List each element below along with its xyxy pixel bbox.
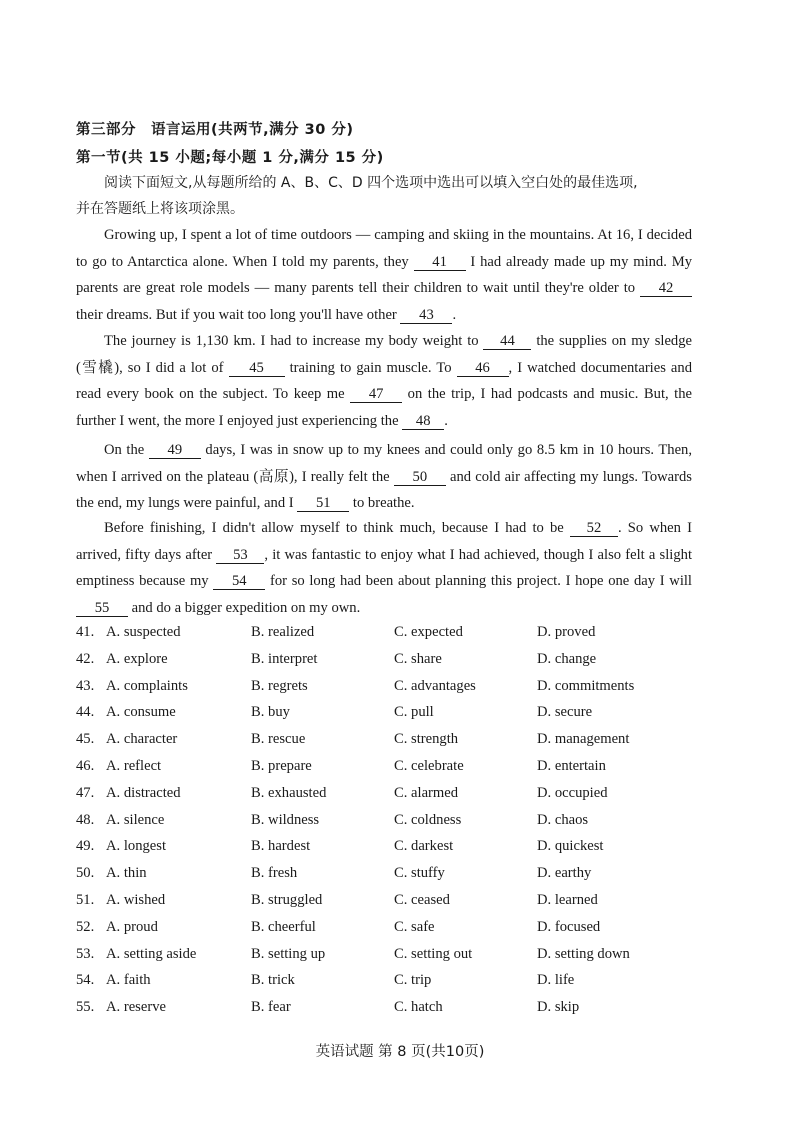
option-c: C. advantages [394, 677, 476, 694]
option-c: C. celebrate [394, 757, 464, 774]
blank-43: 43 [400, 307, 452, 324]
option-d: D. change [537, 650, 597, 667]
option-a: A. wished [106, 891, 166, 908]
passage-text: their dreams. But if you wait too long you'll have other [76, 306, 401, 323]
option-a: A. reserve [106, 999, 166, 1016]
option-row-47 [76, 785, 716, 812]
question-number: 43. [76, 677, 95, 694]
question-number: 46. [76, 757, 95, 774]
option-a: A. complaints [106, 677, 188, 694]
part-title: 第三部分 语言运用(共两节,满分 30 分) [76, 122, 354, 138]
passage-text: Before finishing, I didn't allow myself to think much, because I had to be [104, 520, 570, 536]
instructions [76, 170, 696, 222]
option-a: A. longest [106, 838, 166, 855]
passage-paragraph-3 [76, 437, 692, 517]
question-number: 55. [76, 999, 95, 1016]
question-number: 45. [76, 731, 95, 748]
question-number: 48. [76, 811, 95, 828]
option-c: C. hatch [394, 999, 443, 1016]
blank-45: 45 [229, 360, 285, 377]
blank-49: 49 [149, 442, 201, 459]
option-b: B. trick [251, 972, 295, 989]
option-c: C. coldness [394, 811, 462, 828]
option-row-54 [76, 972, 716, 999]
passage-text: and do a bigger expedition on my own. [128, 599, 361, 616]
option-d: D. earthy [537, 865, 592, 882]
option-a: A. reflect [106, 757, 162, 774]
option-row-50 [76, 865, 716, 892]
option-d: D. secure [537, 704, 593, 721]
option-a: A. faith [106, 972, 151, 989]
option-row-44 [76, 704, 716, 731]
passage-text: . [452, 306, 457, 323]
option-c: C. safe [394, 918, 435, 935]
option-d: D. proved [537, 624, 596, 640]
option-c: C. darkest [394, 838, 454, 855]
blank-55: 55 [76, 600, 128, 617]
option-d: D. life [537, 972, 575, 989]
passage-text: On the [104, 442, 149, 458]
question-number: 49. [76, 838, 95, 855]
option-row-41 [76, 624, 716, 651]
passage-text: The journey is 1,130 km. I had to increase my body weight to [104, 333, 484, 349]
passage-text: on the trip, I had podcasts and music. But, the further I went, the more I enjoyed just experiencing the [76, 386, 693, 429]
option-row-49 [76, 838, 716, 865]
blank-47: 47 [350, 386, 402, 403]
option-row-51 [76, 892, 716, 919]
instruction-line-1: 阅读下面短文,从每题所给的 A、B、C、D 四个选项中选出可以填入空白处的最佳选项, [104, 175, 638, 191]
blank-48: 48 [402, 413, 444, 430]
passage-paragraph-2 [76, 328, 692, 434]
option-row-55 [76, 999, 716, 1026]
option-c: C. setting out [394, 945, 473, 962]
blank-52: 52 [570, 520, 618, 537]
option-b: B. exhausted [251, 784, 327, 801]
option-b: B. rescue [251, 731, 306, 748]
subsection-title: 第一节(共 15 小题;每小题 1 分,满分 15 分) [76, 150, 384, 166]
option-row-53 [76, 946, 716, 973]
question-number: 51. [76, 891, 95, 908]
option-d: D. occupied [537, 784, 608, 801]
blank-51: 51 [297, 495, 349, 512]
answer-options [76, 624, 716, 1026]
option-b: B. prepare [251, 757, 312, 774]
option-row-46 [76, 758, 716, 785]
option-row-43 [76, 678, 716, 705]
question-number: 50. [76, 865, 95, 882]
question-number: 42. [76, 650, 95, 667]
question-number: 44. [76, 704, 95, 721]
blank-54: 54 [213, 573, 265, 590]
option-c: C. pull [394, 704, 434, 721]
option-c: C. alarmed [394, 784, 459, 801]
option-d: D. skip [537, 999, 580, 1016]
option-b: B. fresh [251, 865, 298, 882]
passage-text: . So when I arrived, fifty days after [76, 520, 692, 563]
passage-text: for so long had been about planning this project. I hope one day I will [265, 573, 692, 590]
option-a: A. thin [106, 865, 147, 882]
option-d: D. learned [537, 891, 598, 908]
passage-text: the supplies on my sledge (雪橇), so I did a lot of [76, 333, 692, 376]
option-b: B. regrets [251, 677, 308, 694]
passage-text: . [444, 412, 448, 429]
passage-text: Growing up, I spent a lot of time outdoors — camping and skiing in the mountains. At 16, I decided to go to Antarctica alone. When I told my parents, they [76, 227, 692, 270]
blank-53: 53 [216, 547, 264, 564]
blank-50: 50 [394, 469, 446, 486]
option-a: A. consume [106, 704, 176, 721]
question-number: 52. [76, 918, 95, 935]
passage-text: to breathe. [349, 495, 415, 512]
option-d: D. quickest [537, 838, 604, 855]
instruction-line-2: 并在答题纸上将该项涂黑。 [76, 201, 244, 217]
option-c: C. strength [394, 731, 459, 748]
passage-paragraph-4 [76, 515, 692, 621]
blank-46: 46 [457, 360, 509, 377]
option-a: A. distracted [106, 784, 181, 801]
question-number: 41. [76, 624, 95, 640]
option-d: D. focused [537, 918, 601, 935]
option-c: C. share [394, 650, 442, 667]
option-a: A. setting aside [106, 945, 197, 962]
passage-text: , it was fantastic to enjoy what I had achieved, though I also felt a slight emptiness because my [76, 546, 692, 590]
option-row-45 [76, 731, 716, 758]
option-row-48 [76, 812, 716, 839]
option-b: B. buy [251, 704, 290, 721]
option-d: D. setting down [537, 945, 630, 962]
option-a: A. proud [106, 918, 158, 935]
option-a: A. character [106, 731, 178, 748]
passage-text: days, I was in snow up to my knees and could only go 8.5 km in 10 hours. Then, when I arrived on the plateau (高原), I really felt the [76, 442, 693, 485]
passage-paragraph-1 [76, 222, 692, 328]
option-d: D. chaos [537, 811, 589, 828]
option-b: B. setting up [251, 945, 326, 962]
passage-text: , I watched documentaries and read every book on the subject. To keep me [76, 359, 692, 403]
option-b: B. fear [251, 999, 291, 1016]
option-d: D. management [537, 731, 630, 748]
option-c: C. ceased [394, 891, 450, 908]
question-number: 47. [76, 784, 95, 801]
option-c: C. stuffy [394, 865, 445, 882]
option-d: D. commitments [537, 677, 635, 694]
passage-text: I had already made up my mind. My parents are great role models — many parents tell their children to wait until they're older to [76, 253, 692, 297]
page-footer: 英语试题 第 8 页(共10页) [315, 1044, 485, 1060]
blank-44: 44 [483, 333, 531, 350]
option-b: B. interpret [251, 650, 318, 667]
option-b: B. cheerful [251, 918, 316, 935]
option-c: C. trip [394, 972, 432, 989]
option-row-42 [76, 651, 716, 678]
option-a: A. suspected [106, 624, 181, 640]
option-c: C. expected [394, 624, 463, 640]
blank-41: 41 [414, 254, 466, 271]
option-b: B. realized [251, 624, 315, 640]
question-number: 54. [76, 972, 95, 989]
passage-text: training to gain muscle. To [284, 359, 457, 376]
question-number: 53. [76, 945, 95, 962]
option-a: A. explore [106, 650, 168, 667]
option-b: B. wildness [251, 811, 320, 828]
option-row-52 [76, 919, 716, 946]
option-b: B. struggled [251, 891, 323, 908]
option-b: B. hardest [251, 838, 311, 855]
option-d: D. entertain [537, 757, 606, 774]
option-a: A. silence [106, 811, 165, 828]
blank-42: 42 [640, 280, 692, 297]
passage-text: and cold air affecting my lungs. Towards the end, my lungs were painful, and I [76, 468, 692, 512]
